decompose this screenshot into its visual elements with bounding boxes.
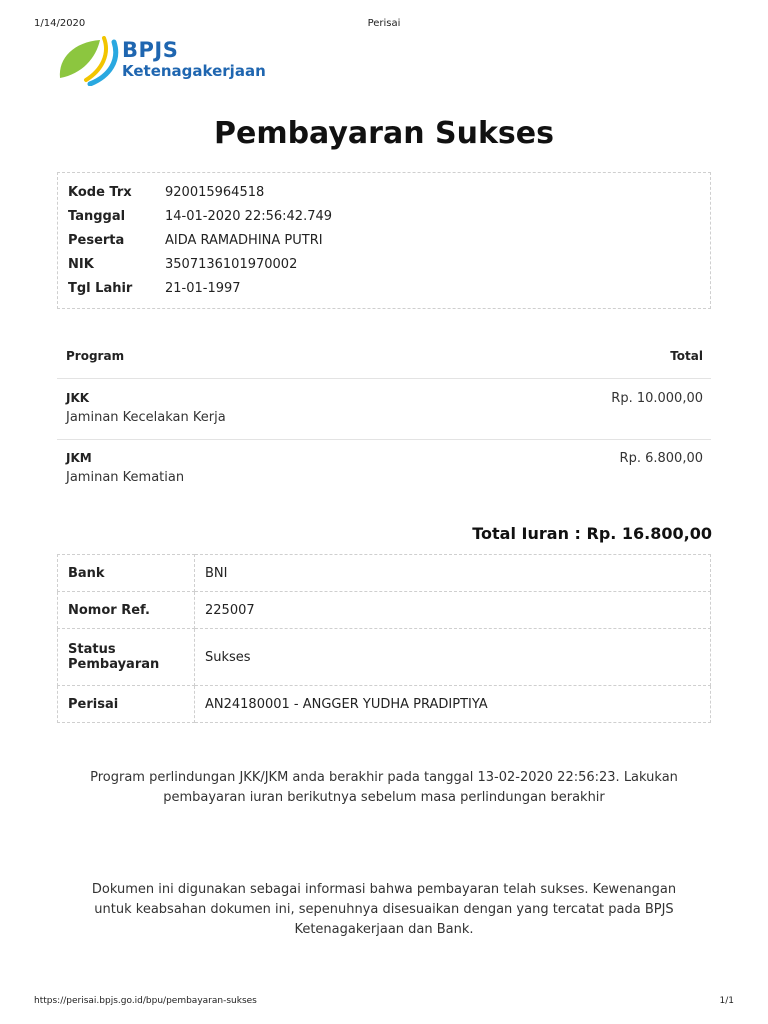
table-row <box>58 555 711 592</box>
divider <box>57 378 711 379</box>
protection-note: Program perlindungan JKK/JKM anda berakhir pada tanggal 13-02-2020 22:56:23. Lakukan pembayaran iuran berikutnya sebelum masa perlindungan berakhir <box>90 770 678 805</box>
print-footer-url: https://perisai.bpjs.go.id/bpu/pembayaran-sukses <box>34 996 257 1006</box>
payment-label: Status Pembayaran <box>58 629 195 686</box>
info-value: 3507136101970002 <box>165 257 298 272</box>
print-header-title: Perisai <box>367 18 401 29</box>
info-label: NIK <box>68 257 94 272</box>
info-value: 14-01-2020 22:56:42.749 <box>165 209 333 224</box>
info-label: Peserta <box>68 233 125 248</box>
info-label: Kode Trx <box>68 185 132 200</box>
total-iuran: Total Iuran : Rp. 16.800,00 <box>472 524 712 543</box>
program-amount: Rp. 6.800,00 <box>619 451 703 466</box>
payment-value: 225007 <box>195 592 711 629</box>
info-label: Tanggal <box>68 209 126 224</box>
info-label: Tgl Lahir <box>68 281 133 296</box>
info-value: 21-01-1997 <box>165 281 241 296</box>
info-value: 920015964518 <box>165 185 265 200</box>
payment-value: AN24180001 - ANGGER YUDHA PRADIPTIYA <box>195 686 711 723</box>
info-row-tgl-lahir <box>68 277 698 301</box>
payment-label: Nomor Ref. <box>58 592 195 629</box>
payment-details-table <box>57 554 711 723</box>
logo-sub-text: Ketenagakerjaan <box>122 62 266 80</box>
program-amount: Rp. 10.000,00 <box>611 391 703 406</box>
bpjs-leaf-icon <box>56 36 122 86</box>
payment-label: Perisai <box>58 686 195 723</box>
print-header-date: 1/14/2020 <box>34 18 86 29</box>
program-header-total: Total <box>670 349 703 363</box>
program-name: Jaminan Kematian <box>66 470 185 485</box>
info-row-kode-trx <box>68 181 698 205</box>
program-header-program: Program <box>66 349 125 363</box>
table-row <box>58 629 711 686</box>
disclaimer-note: Dokumen ini digunakan sebagai informasi bahwa pembayaran telah sukses. Kewenangan untuk keabsahan dokumen ini, sepenuhnya disesuaikan dengan yang tercatat pada BPJS Ketenagakerjaan dan Bank. <box>91 882 677 937</box>
program-name: Jaminan Kecelakan Kerja <box>66 410 226 425</box>
payment-value: Sukses <box>195 629 711 686</box>
program-code: JKM <box>66 451 92 465</box>
page-title: Pembayaran Sukses <box>213 116 554 151</box>
transaction-info-box <box>57 172 711 309</box>
table-row <box>58 686 711 723</box>
table-row <box>58 592 711 629</box>
bpjs-logo <box>56 36 276 86</box>
info-row-peserta <box>68 229 698 253</box>
info-value: AIDA RAMADHINA PUTRI <box>165 233 323 248</box>
payment-value: BNI <box>195 555 711 592</box>
print-footer-page-number: 1/1 <box>719 996 734 1006</box>
payment-label: Bank <box>58 555 195 592</box>
logo-brand-text: BPJS <box>122 38 179 62</box>
info-row-tanggal <box>68 205 698 229</box>
info-row-nik <box>68 253 698 277</box>
divider <box>57 439 711 440</box>
program-code: JKK <box>66 391 90 405</box>
